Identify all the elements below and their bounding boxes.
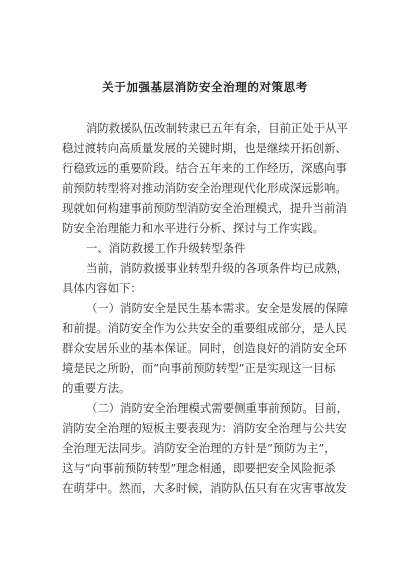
paragraph-line: 当前，消防救援事业转型升级的各项条件均已成熟， xyxy=(86,261,348,275)
paragraph-line: 现就如何构建事前预防型消防安全治理模式，提升当前消 xyxy=(62,201,347,215)
paragraph-line: 全治理无法同步。消防安全治理的方针是“预防为主”， xyxy=(62,441,336,455)
paragraph-line: 消防救援队伍改制转隶已五年有余，目前正处于从平 xyxy=(86,121,348,135)
paragraph-line: 这与“向事前预防转型”理念相通，即要把安全风险扼杀 xyxy=(62,461,336,475)
document-title: 关于加强基层消防安全治理的对策思考 xyxy=(102,80,308,94)
paragraph-line: （一）消防安全是民生基本需求。安全是发展的保障 xyxy=(86,301,348,315)
paragraph-line: 消防安全治理的短板主要表现为：消防安全治理与公共安 xyxy=(62,421,347,435)
paragraph-line: （二）消防安全治理模式需要侧重事前预防。目前， xyxy=(86,401,348,415)
paragraph-line: 和前提。消防安全作为公共安全的重要组成部分，是人民 xyxy=(62,321,347,335)
paragraph-line: 境是民之所盼，而“向事前预防转型”正是实现这一目标 xyxy=(62,361,336,375)
section-heading: 一、消防救援工作升级转型条件 xyxy=(86,241,246,255)
paragraph-line: 稳过渡转向高质量发展的关键时期，也是继续开拓创新、 xyxy=(62,141,347,155)
paragraph-line: 具体内容如下： xyxy=(62,281,142,295)
paragraph-line: 前预防转型将对推动消防安全治理现代化形成深远影响。 xyxy=(62,181,347,195)
paragraph-line: 群众安居乐业的基本保证。同时，创造良好的消防安全环 xyxy=(62,341,347,355)
paragraph-line: 在萌芽中。然而，大多时候，消防队伍只有在灾害事故发 xyxy=(62,481,347,495)
paragraph-line: 防安全治理能力和水平进行分析、探讨与工作实践。 xyxy=(62,221,324,235)
paragraph-line: 的重要方法。 xyxy=(62,381,131,395)
paragraph-line: 行稳致远的重要阶段。结合五年来的工作经历，深感向事 xyxy=(62,161,347,175)
